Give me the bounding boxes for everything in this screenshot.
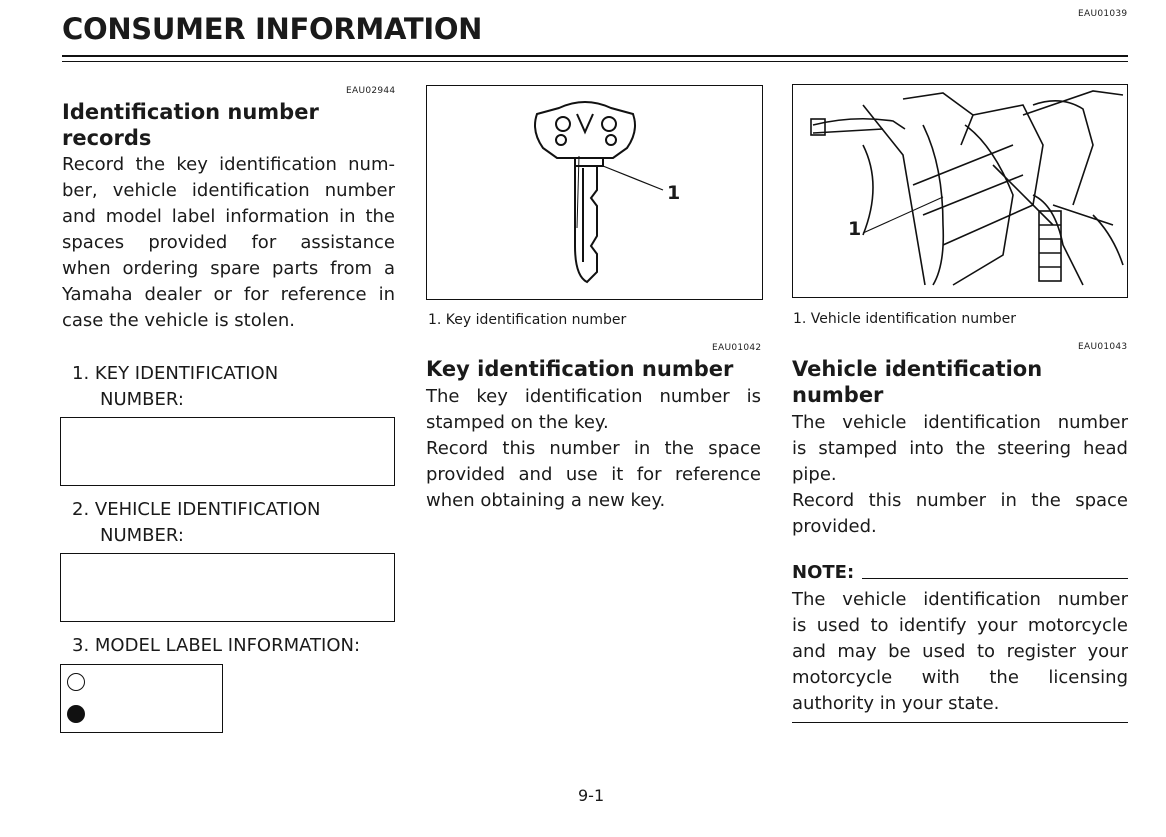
text-line: The vehicle identification number [792,412,1128,433]
text-line: Record the key identification num- [62,154,395,175]
title-rule [62,55,1128,57]
vehicle-number-field[interactable] [60,553,395,622]
text-line: motorcycle with the licensing [792,667,1128,688]
figure-caption: 1. Vehicle identification number [793,311,1016,327]
doc-code: EAU01039 [1078,9,1128,19]
key-paragraph [426,384,761,514]
text-line: is stamped into the steering head [792,438,1128,459]
section-code: EAU01043 [1078,342,1128,352]
text-line: The key identification number is [426,386,761,407]
text-line: Yamaha dealer or for reference in [62,284,395,305]
heading-line: records [62,126,152,150]
note-end-rule [792,722,1128,723]
filled-circle-icon [67,705,85,723]
record-item-vehicle-label [72,497,321,549]
text-line: spaces provided for assistance [62,232,395,253]
section-code: EAU01042 [712,343,762,353]
section-code: EAU02944 [346,86,396,96]
text-line: ber, vehicle identification number [62,180,395,201]
note-label: NOTE: [792,562,855,583]
text-line: when obtaining a new key. [426,490,666,511]
list-line: 2. VEHICLE IDENTIFICATION [72,499,321,520]
text-line: authority in your state. [792,693,1000,714]
section-heading: Key identification number [426,357,734,381]
heading-line: Identification number [62,100,319,124]
open-circle-icon [67,673,85,691]
figure-caption: 1. Key identification number [428,312,627,328]
text-line: case the vehicle is stolen. [62,310,295,331]
text-line: Record this number in the space [426,438,761,459]
list-line: 1. KEY IDENTIFICATION [72,363,279,384]
text-line: stamped on the key. [426,412,609,433]
figure-callout: 1 [667,182,681,204]
page-number: 9-1 [578,786,605,805]
text-line: when ordering spare parts from a [62,258,395,279]
figure-callout: 1 [848,218,862,240]
note-rule [862,578,1128,579]
heading-line: number [792,383,884,407]
title-rule-thin [62,61,1128,62]
section-heading [792,356,1042,408]
key-number-field[interactable] [60,417,395,486]
text-line: Record this number in the space [792,490,1128,511]
text-line: The vehicle identification number [792,589,1128,610]
text-line: is used to identify your motorcycle [792,615,1128,636]
key-figure [426,85,763,300]
text-line: and model label information in the [62,206,395,227]
model-label-field[interactable] [60,664,223,733]
key-illustration [427,86,762,299]
vehicle-paragraph [792,410,1128,540]
note-paragraph [792,587,1128,717]
heading-line: Vehicle identification [792,357,1043,381]
page-title: CONSUMER INFORMATION [62,12,483,46]
list-line: NUMBER: [100,389,184,410]
text-line: provided. [792,516,877,537]
text-line: provided and use it for reference [426,464,761,485]
record-item-key-label [72,361,278,413]
text-line: pipe. [792,464,837,485]
intro-paragraph [62,152,395,334]
steering-head-illustration [793,85,1127,297]
record-item-model-label: 3. MODEL LABEL INFORMATION: [72,635,361,656]
section-heading [62,99,402,151]
vehicle-figure [792,84,1128,298]
list-line: NUMBER: [100,525,184,546]
text-line: and may be used to register your [792,641,1128,662]
